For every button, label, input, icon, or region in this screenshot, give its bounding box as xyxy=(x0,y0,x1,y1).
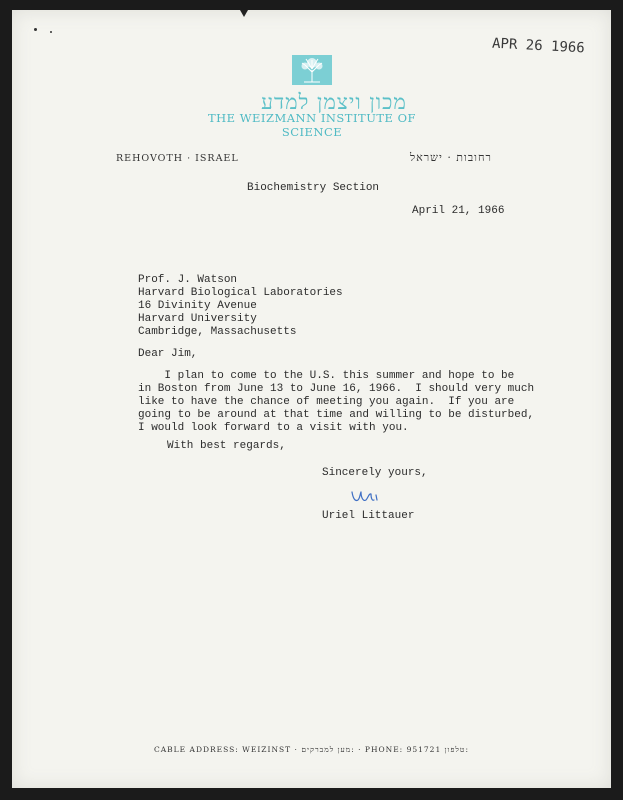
body-line: like to have the chance of meeting you again. If you are xyxy=(138,396,515,408)
received-date-stamp: APR 26 1966 xyxy=(491,35,586,57)
salutation: Dear Jim, xyxy=(138,348,198,360)
body-line: going to be around at that time and willing to be disturbed, xyxy=(138,409,535,421)
regards: With best regards, xyxy=(167,440,286,452)
closing: Sincerely yours, xyxy=(322,467,428,479)
location-hebrew: רחובות · ישראל xyxy=(410,151,492,164)
signature-mark xyxy=(350,488,380,506)
scan-mark xyxy=(50,31,52,33)
body-line: I plan to come to the U.S. this summer and hope to be xyxy=(138,370,515,382)
section-name: Biochemistry Section xyxy=(247,182,380,194)
location-english: REHOVOTH · ISRAEL xyxy=(116,153,239,164)
body-line: in Boston from June 13 to June 16, 1966. I should very much xyxy=(138,383,535,395)
institute-logo xyxy=(292,55,332,85)
address-line: Harvard Biological Laboratories xyxy=(138,287,343,299)
letter-date: April 21, 1966 xyxy=(412,205,505,217)
handwritten-signature xyxy=(350,488,380,506)
address-line: Harvard University xyxy=(138,313,257,325)
letter-body xyxy=(138,370,534,435)
body-line: I would look forward to a visit with you. xyxy=(138,422,409,434)
letterhead-footer: CABLE ADDRESS: WEIZINST · מען למברקים: · PHONE: 951721 טלפון: xyxy=(154,745,469,754)
recipient-address xyxy=(138,274,343,339)
address-line: 16 Divinity Avenue xyxy=(138,300,257,312)
signer-name: Uriel Littauer xyxy=(322,510,415,522)
address-line: Cambridge, Massachusetts xyxy=(138,326,297,338)
address-line: Prof. J. Watson xyxy=(138,274,238,286)
scan-mark xyxy=(34,28,37,31)
tree-logo-icon xyxy=(292,55,332,85)
institute-name: THE WEIZMANN INSTITUTE OF SCIENCE xyxy=(207,111,417,139)
hebrew-institute-name: מכון ויצמן למדע xyxy=(261,90,407,114)
letter-page xyxy=(12,10,611,788)
scan-mark xyxy=(240,10,248,17)
